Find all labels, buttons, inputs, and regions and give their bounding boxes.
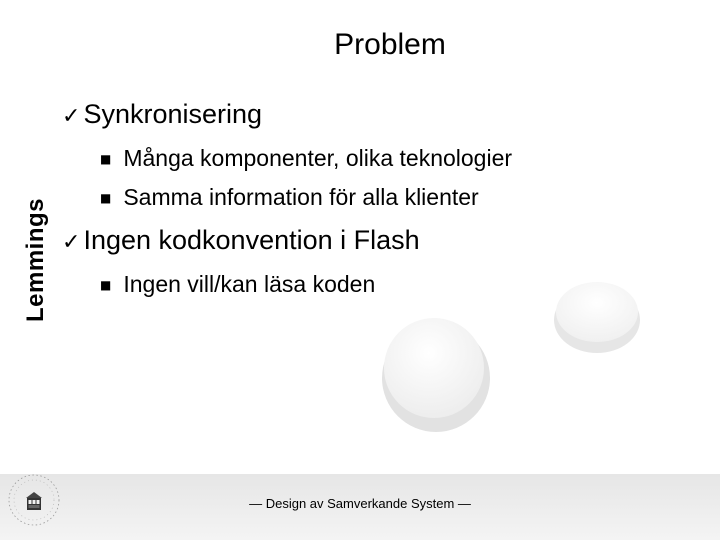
side-label: Lemmings xyxy=(22,197,49,322)
bullet-text: Ingen kodkonvention i Flash xyxy=(83,225,420,255)
sub-bullet-text: Många komponenter, olika teknologier xyxy=(123,145,513,171)
sub-bullet-text: Samma information för alla klienter xyxy=(123,184,479,210)
large-disc-shape xyxy=(382,318,490,432)
footer-text: — Design av Samverkande System — xyxy=(249,496,471,511)
bullet-text: Synkronisering xyxy=(83,99,263,129)
square-bullet-icon: ■ xyxy=(100,278,112,292)
sub-bullet-koden xyxy=(100,270,375,302)
square-bullet-icon: ■ xyxy=(100,152,112,166)
square-bullet-icon: ■ xyxy=(100,191,112,205)
check-icon: ✓ xyxy=(62,104,81,129)
bullet-kodkonvention xyxy=(62,224,420,259)
sub-bullet-information xyxy=(100,183,479,215)
bullet-synkronisering xyxy=(62,98,262,133)
check-icon: ✓ xyxy=(62,230,81,255)
sub-bullet-komponenter xyxy=(100,144,512,176)
slide-title: Problem xyxy=(334,28,446,61)
sub-bullet-text: Ingen vill/kan läsa koden xyxy=(123,271,376,297)
small-disc-shape xyxy=(554,282,640,353)
